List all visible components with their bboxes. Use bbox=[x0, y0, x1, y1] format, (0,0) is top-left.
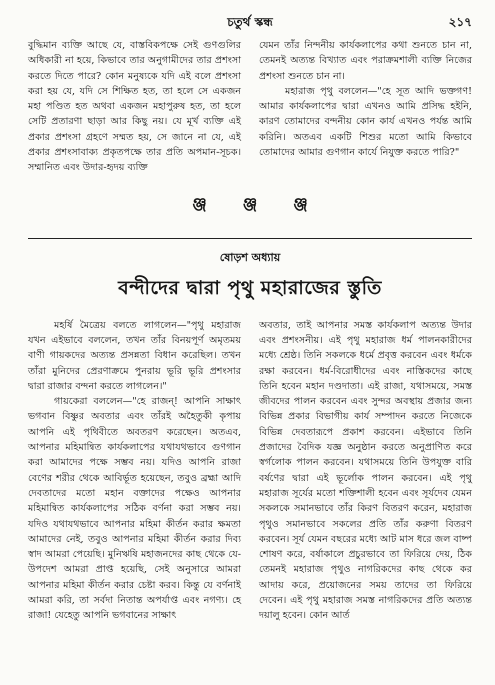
running-head: চতুর্থ স্কন্ধ bbox=[227, 15, 273, 29]
paragraph: অবতার, তাই আপনার সমস্ত কার্যকলাপ অত্যন্ত উদার এবং প্রশংসনীয়। এই পৃথু মহারাজ ধর্ম পালনকারীদের মধ্যে শ্রেষ্ঠ। তিনি সকলকে ধর্মে প্রবৃত্ত করবেন এবং ধর্মকে রক্ষা করবেন। ধর্ম-বিরোধীদের এবং নাস্তিকদের কাছে তিনি হবেন মহান দণ্ডদাতা। এই রাজা, যথাসময়ে, সমস্ত জীবদের পালন করবেন এবং সুন্দর অবস্থায় প্রজার জন্য বিভিন্ন প্রকার বিভাগীয় কার্য সম্পাদন করতে নিজেকে বিভিন্ন দেবতারূপে প্রকাশ করবেন। এইভাবে তিনি প্রজাদের বৈদিক যজ্ঞ অনুষ্ঠান করতে অনুপ্রাণিত করে স্বর্গলোক পালন করবেন। যথাসময়ে তিনি উপযুক্ত বারি বর্ষণের দ্বারা এই ভূর্লোক পালন করবেন। এই পৃথু মহারাজ সূর্যের মতো শক্তিশালী হবেন এবং সূর্যদেব যেমন সকলকে সমানভাবে তাঁর কিরণ বিতরণ করেন, মহারাজ পৃথুও সমানভাবে সকলের প্রতি তাঁর করুণা বিতরণ করবেন। সূর্য যেমন বছরের মধ্যে আট মাস ধরে জল বাষ্প শোষণ করে, বর্ষাকালে প্রচুরভাবে তা ফিরিয়ে দেয়, ঠিক তেমনই মহারাজ পৃথুও নাগরিকদের কাছ থেকে কর আদায় করে, প্রয়োজনের সময় তাদের তা ফিরিয়ে দেবেন। এই পৃথু মহারাজ সমস্ত নাগরিকদের প্রতি অত্যন্ত দয়ালু হবেন। কোন আর্ত bbox=[259, 319, 472, 622]
paragraph: যেমন তাঁর নিন্দনীয় কার্যকলাপের কথা শুনতে চান না, তেমনই অত্যন্ত বিখ্যাত এবং পরাক্রমশালী ব্যক্তি নিজের প্রশংসা শুনতে চান না। bbox=[259, 40, 472, 82]
chapter-title: বন্দীদের দ্বারা পৃথু মহারাজের স্তুতি bbox=[118, 276, 382, 299]
chapter-label: ষোড়শ অধ্যায় bbox=[219, 250, 281, 264]
top-text bbox=[28, 38, 472, 176]
paragraph: মহর্ষি মৈত্রেয় বলতে লাগলেন—"পৃথু মহারাজ যখন এইভাবে বললেন, তখন তাঁর বিনয়পূর্ণ অমৃতময় বাণী গায়কদের অত্যন্ত প্রসন্নতা বিধান করেছিল। তখন তাঁরা মুনিদের প্রেরণাক্রমে পুনরায় ভূরি ভূরি প্রশংসার দ্বারা রাজার বন্দনা করতে লাগলেন।" bbox=[28, 319, 241, 392]
ornament-glyph: ঞ্জ bbox=[242, 194, 258, 215]
paragraph: বুদ্ধিমান ব্যক্তি আছে যে, বাস্তবিকপক্ষে সেই গুণগুলির অধিকারী না হয়ে, কিভাবে তার অনুগামীদের তার প্রশংসা করতে দিতে পারে? কোন মনুষ্যকে যদি এই বলে প্রশংসা করা হয় যে, যদি সে শিক্ষিত হত, তা হলে সে একজন মহা পণ্ডিত হত অথবা একজন মহাপুরুষ হত, তা হলে সেটি প্রতারণা ছাড়া আর কিছু নয়। যে মূর্খ ব্যক্তি এই প্রকার প্রশংসা গ্রহণে সম্মত হয়, সে জানে না যে, এই প্রকার প্রশংসাবাক্য প্রকৃতপক্ষে তার প্রতি অপমান-সূচক। সম্মানিত এবং উদার-হৃদয় ব্যক্তি bbox=[28, 40, 241, 174]
paragraph: মহারাজ পৃথু বললেন—"হে সূত আদি ভক্তগণ! আমার কার্যকলাপের দ্বারা এখনও আমি প্রসিদ্ধ হইনি, কারণ তোমাদের বন্দনীয় কোন কার্য এখনও পর্যন্ত আমি করিনি। অতএব একটি শিশুর মতো আমি কিভাবে তোমাদের আমার গুণগান কার্যে নিযুক্ত করতে পারি?" bbox=[259, 85, 472, 159]
body-left-column bbox=[28, 318, 241, 624]
paragraph: গায়কেরা বললেন—"হে রাজন্! আপনি সাক্ষাৎ ভগবান বিষ্ণুর অবতার এবং তাঁরই অহৈতুকী কৃপায় আপনি এই পৃথিবীতে অবতরণ করেছেন। অতএব, আপনার মহিমান্বিত কার্যকলাপের যথাযথভাবে গুণগান করা আমাদের পক্ষে সম্ভব নয়। যদিও আপনি রাজা বেণের শরীর থেকে আবির্ভূত হয়েছেন, তবুও ব্রহ্মা আদি দেবতাদের মতো মহান বক্তাদের পক্ষেও আপনার মহিমান্বিত কার্যকলাপের সঠিক বর্ণনা করা সম্ভব নয়। যদিও যথাযথভাবে আপনার মহিমা কীর্তন করার ক্ষমতা আমাদের নেই, তবুও আপনার মহিমা কীর্তন করার দিব্য স্বাদ আমরা পেয়েছি। মুনিঋষি মহাজনদের কাছ থেকে যে-উপদেশ আমরা প্রাপ্ত হয়েছি, সেই অনুসারে আমরা আপনার মহিমা কীর্তন করার চেষ্টা করব। কিন্তু যে বর্ণনাই আমরা করি, তা সর্বদা নিতান্ত অপর্যাপ্ত এবং নগণ্য। হে রাজা! যেহেতু আপনি ভগবানের সাক্ষাৎ bbox=[28, 396, 241, 622]
body-right-column bbox=[259, 318, 472, 624]
section-ornaments bbox=[28, 192, 472, 220]
page-number: ২১৭ bbox=[448, 15, 472, 29]
top-left-column bbox=[28, 38, 241, 176]
ornament-glyph: ঞ্জ bbox=[192, 194, 207, 215]
chapter-divider bbox=[28, 238, 472, 239]
top-right-column bbox=[259, 38, 472, 176]
book-page bbox=[28, 14, 472, 674]
ornament-glyph: ঞ্জ bbox=[293, 194, 308, 215]
page-header bbox=[28, 14, 472, 38]
chapter-body bbox=[28, 318, 472, 624]
